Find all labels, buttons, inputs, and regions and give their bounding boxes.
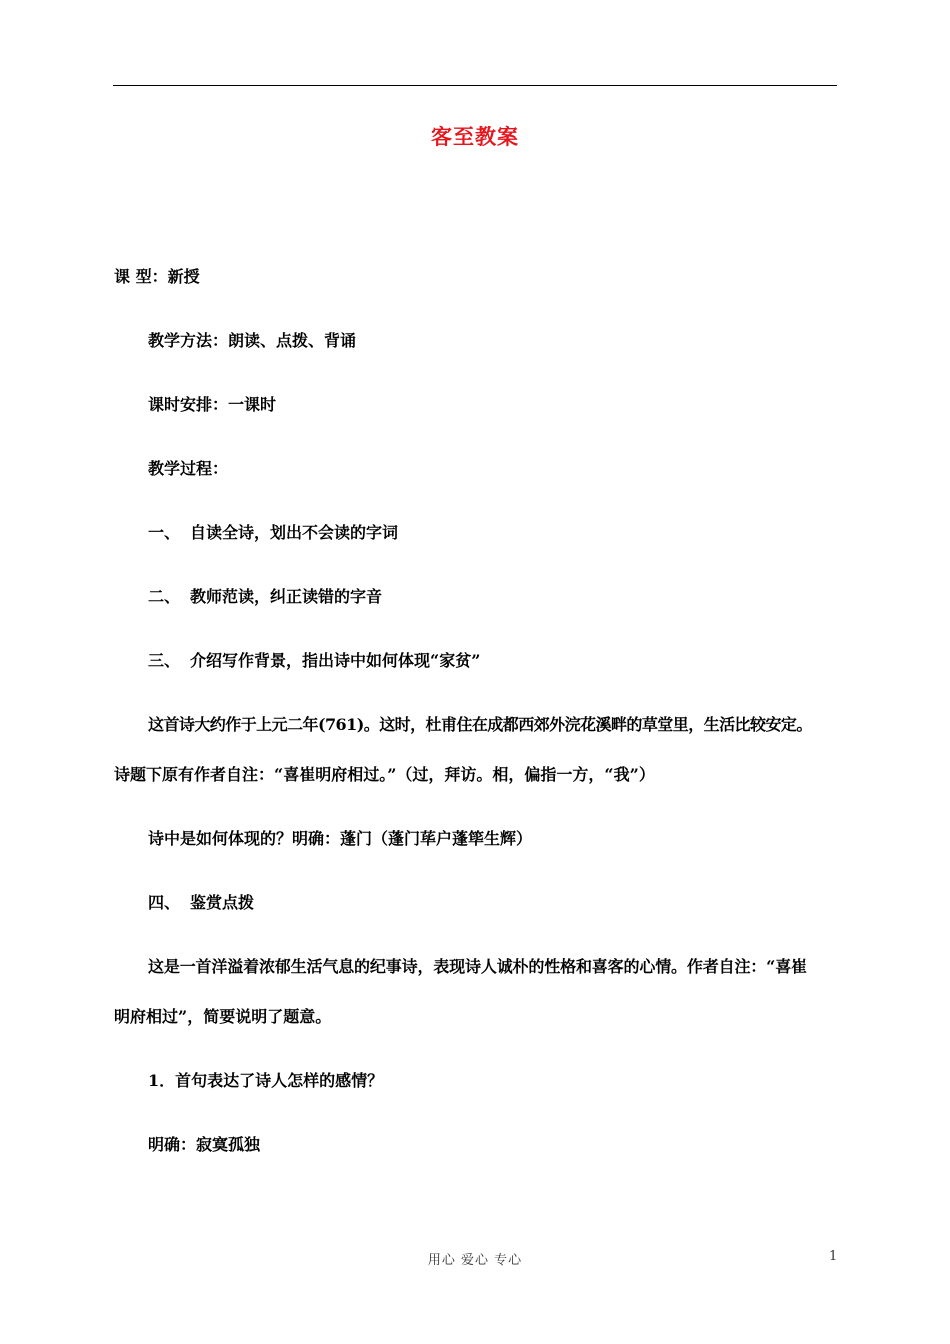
question-item: 1．首句表达了诗人怎样的感情？ [148,1071,384,1090]
class-schedule: 课时安排：一课时 [148,395,277,414]
background-paragraph-line1: 这首诗大约作于上元二年(761)。这时，杜甫住在成都西郊外浣花溪畔的草堂里，生活比较安定。 [148,715,812,734]
step-text: 鉴赏点拨 [190,893,255,912]
step-number: 一、 [148,523,181,542]
lesson-type: 课 型：新授 [114,267,200,286]
question-answer: 明确：寂寞孤独 [148,1135,261,1154]
step-item [148,651,480,671]
step-number: 三、 [148,651,181,670]
answer-paragraph: 诗中是如何体现的？明确：蓬门（蓬门荜户蓬筚生辉） [148,829,533,848]
step-item [148,893,254,913]
page-number: 1 [829,1249,838,1264]
appreciation-paragraph-line2: 明府相过”，简要说明了题意。 [114,1007,332,1026]
document-title: 客至教案 [431,124,519,149]
background-paragraph-line2: 诗题下原有作者自注：“喜崔明府相过。”（过，拜访。相，偏指一方，“我”） [114,765,655,784]
step-item [148,523,398,543]
step-item [148,587,382,607]
step-number: 四、 [148,893,181,912]
teaching-process-heading: 教学过程： [148,459,229,478]
step-text: 自读全诗，划出不会读的字词 [190,523,399,542]
step-text: 介绍写作背景，指出诗中如何体现“家贫” [190,651,481,670]
header-rule [113,85,837,86]
footer-motto: 用心 爱心 专心 [427,1253,523,1268]
step-number: 二、 [148,587,181,606]
step-text: 教师范读，纠正读错的字音 [190,587,383,606]
teaching-method: 教学方法：朗读、点拨、背诵 [148,331,357,350]
appreciation-paragraph-line1: 这是一首洋溢着浓郁生活气息的纪事诗，表现诗人诚朴的性格和喜客的心情。作者自注：“喜崔 [148,957,807,976]
